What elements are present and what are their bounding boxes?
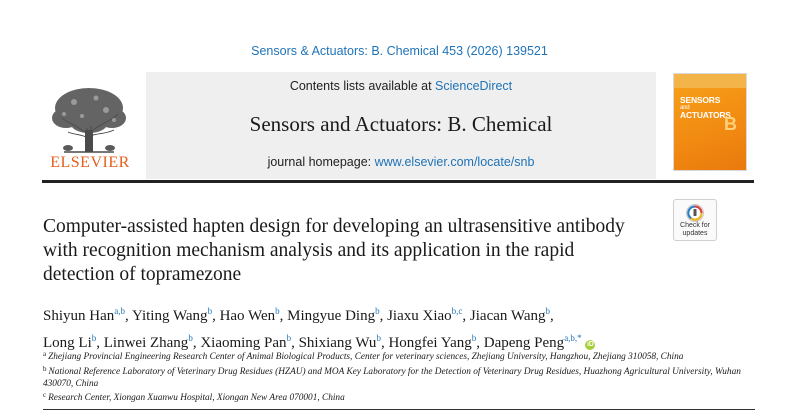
- affiliation-key: c: [43, 391, 47, 400]
- author-affiliation-sup[interactable]: b: [545, 306, 550, 316]
- author-separator: ,: [96, 335, 104, 351]
- author-affiliation-sup[interactable]: a,b: [114, 306, 125, 316]
- author-affiliation-sup[interactable]: b: [375, 306, 380, 316]
- author-affiliation-sup[interactable]: b: [91, 333, 97, 343]
- journal-citation[interactable]: Sensors & Actuators: B. Chemical 453 (2026) 139521: [251, 44, 548, 58]
- author-name[interactable]: Mingyue Ding: [287, 308, 376, 324]
- check-updates-label: [674, 222, 716, 237]
- author-affiliation-sup[interactable]: b: [207, 306, 213, 316]
- author-separator: ,: [279, 308, 288, 324]
- check-for-updates-button[interactable]: [673, 199, 717, 241]
- journal-name: Sensors and Actuators: B. Chemical: [249, 112, 553, 136]
- check-updates-line-1: Check for: [680, 222, 710, 229]
- author-affiliation-sup[interactable]: b: [286, 333, 292, 343]
- author-affiliation-sup[interactable]: a,b,*: [564, 333, 582, 343]
- author-affiliation-sup[interactable]: b: [188, 333, 193, 343]
- author-affiliation-sup[interactable]: b: [376, 333, 381, 343]
- author-list: [43, 300, 753, 354]
- author-name[interactable]: Jiacan Wang: [469, 308, 546, 324]
- author-separator: ,: [291, 335, 299, 351]
- author-name[interactable]: Dapeng Peng: [483, 335, 565, 351]
- cover-line-3: ACTUATORS: [680, 110, 731, 120]
- author-name[interactable]: Hongfei Yang: [388, 335, 472, 351]
- author-separator: ,: [125, 308, 132, 324]
- cover-line-1: SENSORS: [680, 95, 721, 105]
- cover-top-bar: [674, 74, 746, 88]
- author-affiliation-sup[interactable]: b,c: [451, 306, 463, 316]
- author-separator: ,: [192, 335, 201, 351]
- affiliations: [43, 349, 753, 405]
- sciencedirect-link[interactable]: ScienceDirect: [435, 79, 513, 93]
- header-rule: [42, 180, 754, 183]
- author-separator: ,: [549, 308, 554, 324]
- title-line-3: detection of topramezone: [43, 264, 242, 285]
- author-name[interactable]: Shiyun Han: [43, 308, 115, 324]
- contents-prefix: Contents lists available at: [289, 79, 436, 93]
- check-updates-icon: [685, 203, 705, 223]
- title-line-2: with recognition mechanism analysis and its application in the rapid: [43, 240, 575, 261]
- author-name[interactable]: Long Li: [43, 335, 92, 351]
- author-separator: ,: [212, 308, 220, 324]
- author-separator: ,: [380, 335, 389, 351]
- affiliation-text: Research Center, Xiongan Xuanwu Hospital, Xiongan New Area 070001, China: [48, 393, 345, 404]
- author-separator: ,: [476, 335, 484, 351]
- check-updates-line-2: updates: [682, 229, 708, 237]
- author-line-1: [43, 300, 753, 327]
- affiliation-text: National Reference Laboratory of Veterinary Drug Residues (HZAU) and MOA Key Laboratory for the Detection of Veterinary Drug Residues, Huazhong Agricultural University, Wuhan 430070, China: [43, 366, 741, 389]
- author-name[interactable]: Hao Wen: [219, 308, 276, 324]
- journal-cover-thumbnail[interactable]: [674, 74, 746, 170]
- cover-line-2: and: [680, 105, 690, 111]
- author-name[interactable]: Xiaoming Pan: [200, 335, 287, 351]
- affiliation-b: [43, 364, 753, 391]
- contents-line: [146, 79, 656, 93]
- author-name[interactable]: Shixiang Wu: [298, 335, 377, 351]
- article-title: [43, 215, 663, 287]
- affiliation-key: b: [43, 364, 47, 373]
- cover-letter: B: [724, 114, 737, 134]
- author-affiliation-sup[interactable]: b: [275, 306, 280, 316]
- footer-rule: [43, 409, 755, 410]
- affiliation-a: [43, 349, 753, 364]
- author-separator: ,: [462, 308, 470, 324]
- affiliation-c: [43, 390, 753, 405]
- elsevier-wordmark: ELSEVIER: [50, 154, 130, 171]
- title-line-1: Computer-assisted hapten design for developing an ultrasensitive antibody: [43, 216, 625, 237]
- homepage-line: [146, 155, 656, 169]
- author-name[interactable]: Linwei Zhang: [103, 335, 189, 351]
- orcid-icon[interactable]: iD: [586, 341, 594, 348]
- author-affiliation-sup[interactable]: b: [471, 333, 477, 343]
- affiliation-key: a: [43, 350, 47, 358]
- author-name[interactable]: Yiting Wang: [131, 308, 208, 324]
- affiliation-text: Zhejiang Provincial Engineering Research Center of Animal Biological Products, Center for veterinary sciences, Zhejiang University, Hangzhou, Zhejiang 310058, China: [48, 352, 684, 362]
- author-name[interactable]: Jiaxu Xiao: [387, 308, 452, 324]
- author-separator: ,: [379, 308, 388, 324]
- homepage-prefix: journal homepage:: [267, 155, 375, 169]
- journal-homepage-link[interactable]: www.elsevier.com/locate/snb: [374, 155, 535, 169]
